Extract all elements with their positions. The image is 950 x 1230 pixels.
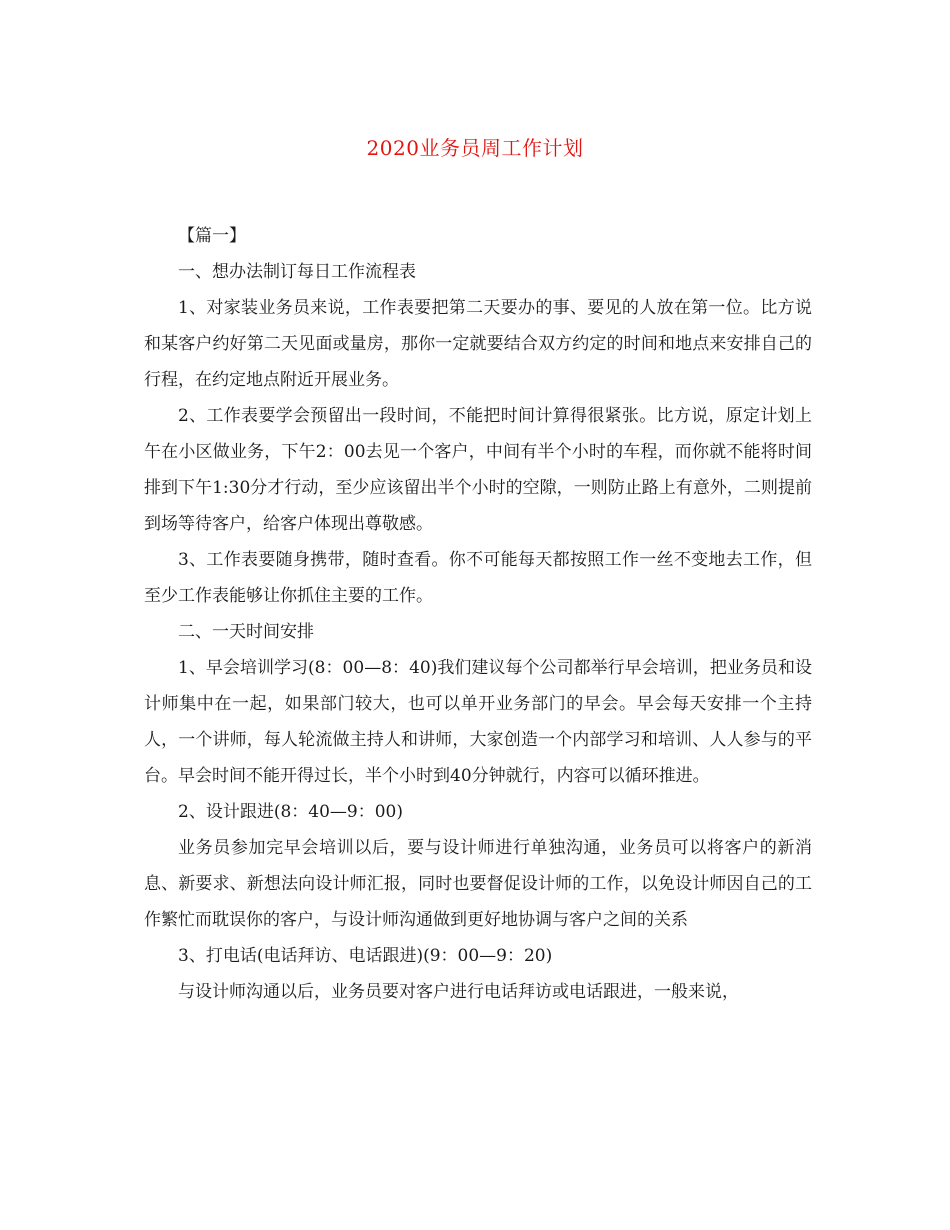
paragraph: 1、对家装业务员来说，工作表要把第二天要办的事、要见的人放在第一位。比方说和某客户约好第二天见面或量房，那你一定就要结合双方约定的时间和地点来安排自己的行程，在约定地点附近开展业务。 [144, 298, 812, 390]
paragraph: 与设计师沟通以后，业务员要对客户进行电话拜访或电话跟进，一般来说， [178, 982, 739, 1002]
subheading: 3、打电话(电话拜访、电话跟进)(9：00—9：20) [178, 946, 553, 966]
paragraph: 2、工作表要学会预留出一段时间，不能把时间计算得很紧张。比方说，原定计划上午在小区做业务，下午2：00去见一个客户，中间有半个小时的车程，而你就不能将时间排到下午1:30分才行动，至少应该留出半个小时的空隙，一则防止路上有意外，二则提前到场等待客户，给客户体现出尊敬感。 [144, 406, 812, 534]
document-body [144, 218, 812, 1010]
paragraph: 3、工作表要随身携带，随时查看。你不可能每天都按照工作一丝不变地去工作，但至少工作表能够让你抓住主要的工作。 [144, 550, 812, 606]
section-marker: 【篇一】 [178, 226, 246, 246]
section-heading: 一、想办法制订每日工作流程表 [178, 262, 416, 282]
paragraph: 业务员参加完早会培训以后，要与设计师进行单独沟通，业务员可以将客户的新消息、新要求、新想法向设计师汇报，同时也要督促设计师的工作，以免设计师因自己的工作繁忙而耽误你的客户，与设计师沟通做到更好地协调与客户之间的关系 [144, 838, 812, 930]
subheading: 2、设计跟进(8：40—9：00) [178, 802, 403, 822]
section-heading: 二、一天时间安排 [178, 622, 314, 642]
paragraph: 1、早会培训学习(8：00—8：40)我们建议每个公司都举行早会培训，把业务员和设计师集中在一起，如果部门较大，也可以单开业务部门的早会。早会每天安排一个主持人，一个讲师，每人轮流做主持人和讲师，大家创造一个内部学习和培训、人人参与的平台。早会时间不能开得过长，半个小时到40分钟就行，内容可以循环推进。 [144, 658, 812, 786]
document-title: 2020业务员周工作计划 [366, 136, 584, 160]
